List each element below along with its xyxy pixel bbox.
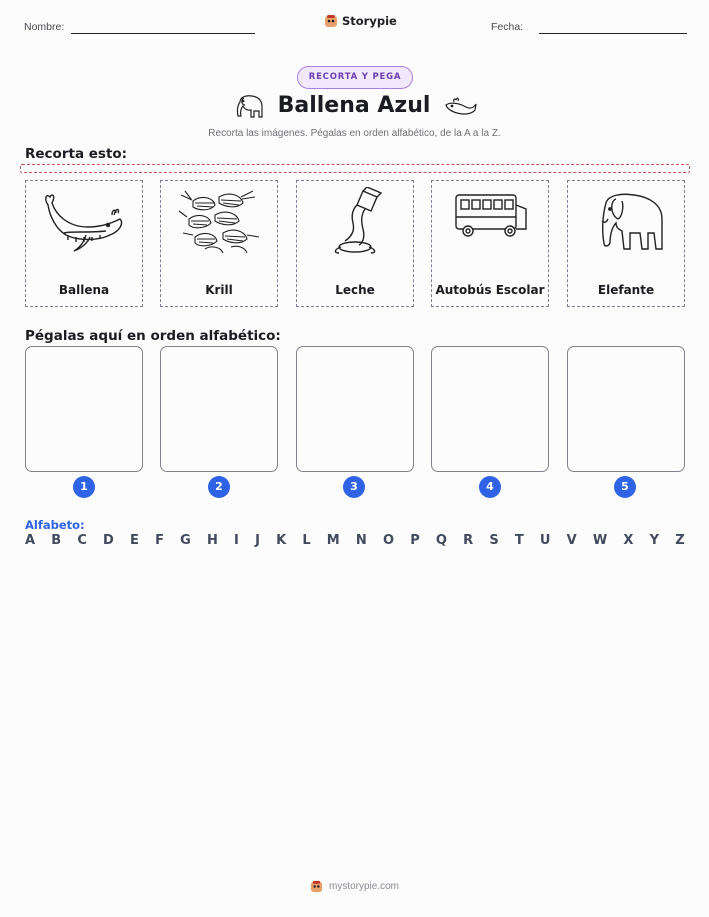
alphabet-letter: B bbox=[51, 533, 62, 548]
cut-card-label: Krill bbox=[205, 283, 233, 297]
krill-icon bbox=[175, 187, 263, 259]
alphabet-letter: Z bbox=[675, 533, 685, 548]
cut-card-label: Ballena bbox=[58, 283, 110, 297]
alphabet-letter: F bbox=[155, 533, 164, 548]
paste-number-5: 5 bbox=[614, 476, 636, 498]
cut-card-label: Autobús Escolar bbox=[435, 283, 545, 297]
alphabet-letter: N bbox=[355, 533, 367, 548]
alphabet-letter: E bbox=[130, 533, 139, 548]
paste-box-5[interactable] bbox=[567, 346, 685, 472]
cut-line bbox=[20, 164, 690, 173]
date-label: Fecha: bbox=[491, 21, 524, 33]
footer bbox=[0, 880, 709, 893]
worksheet-header bbox=[24, 14, 687, 36]
name-label: Nombre: bbox=[24, 21, 65, 33]
school-bus-icon bbox=[446, 187, 534, 259]
alphabet-letter: P bbox=[410, 533, 420, 548]
alphabet-letter: H bbox=[206, 533, 218, 548]
alphabet-row bbox=[25, 533, 685, 551]
alphabet-letter: U bbox=[539, 533, 551, 548]
alphabet-letter: V bbox=[566, 533, 577, 548]
footer-url: mystorypie.com bbox=[328, 881, 399, 892]
alphabet-letter: R bbox=[463, 533, 474, 548]
date-line bbox=[539, 33, 687, 34]
alphabet-letter: J bbox=[255, 533, 260, 548]
alphabet-letter: I bbox=[234, 533, 239, 548]
cut-card-label: Leche bbox=[335, 283, 375, 297]
alphabet-letter: G bbox=[180, 533, 191, 548]
paste-box-3[interactable] bbox=[296, 346, 414, 472]
cut-section-label: Recorta esto: bbox=[25, 146, 128, 162]
alphabet-letter: L bbox=[302, 533, 311, 548]
alphabet-letter: A bbox=[25, 533, 36, 548]
paste-section-label: Pégalas aquí en orden alfabético: bbox=[25, 328, 281, 344]
alphabet-letter: C bbox=[77, 533, 87, 548]
paste-box-4[interactable] bbox=[431, 346, 549, 472]
cut-card-label: Elefante bbox=[597, 283, 655, 297]
alphabet-letter: M bbox=[326, 533, 340, 548]
elephant-icon bbox=[582, 187, 670, 259]
cut-card-whale[interactable] bbox=[25, 180, 143, 307]
elephant-icon bbox=[232, 94, 264, 120]
milk-icon bbox=[311, 187, 399, 259]
cut-card-school-bus[interactable] bbox=[431, 180, 549, 307]
title-row bbox=[0, 93, 709, 123]
paste-box-1[interactable] bbox=[25, 346, 143, 472]
paste-number-1: 1 bbox=[73, 476, 95, 498]
alphabet-letter: Q bbox=[435, 533, 447, 548]
cut-card-krill[interactable] bbox=[160, 180, 278, 307]
alphabet-letter: T bbox=[514, 533, 524, 548]
instructions: Recorta las imágenes. Pégalas en orden alfabético, de la A a la Z. bbox=[208, 128, 501, 139]
brand-logo bbox=[324, 14, 397, 28]
page-title: Ballena Azul bbox=[277, 93, 431, 118]
paste-number-3: 3 bbox=[343, 476, 365, 498]
whale-icon bbox=[444, 94, 478, 118]
alphabet-letter: K bbox=[276, 533, 287, 548]
activity-badge: RECORTA Y PEGA bbox=[297, 66, 413, 89]
alphabet-letter: D bbox=[103, 533, 114, 548]
storypie-logo-icon bbox=[324, 14, 338, 28]
cut-card-milk[interactable] bbox=[296, 180, 414, 307]
alphabet-label: Alfabeto: bbox=[25, 518, 85, 532]
alphabet-letter: Y bbox=[649, 533, 660, 548]
alphabet-letter: W bbox=[592, 533, 608, 548]
storypie-logo-icon bbox=[310, 880, 323, 893]
paste-box-2[interactable] bbox=[160, 346, 278, 472]
alphabet-letter: X bbox=[623, 533, 634, 548]
alphabet-letter: O bbox=[382, 533, 395, 548]
brand-name: Storypie bbox=[342, 14, 397, 28]
paste-number-4: 4 bbox=[479, 476, 501, 498]
paste-number-2: 2 bbox=[208, 476, 230, 498]
cut-card-elephant[interactable] bbox=[567, 180, 685, 307]
name-line bbox=[71, 33, 255, 34]
whale-icon bbox=[40, 187, 128, 259]
alphabet-letter: S bbox=[489, 533, 499, 548]
